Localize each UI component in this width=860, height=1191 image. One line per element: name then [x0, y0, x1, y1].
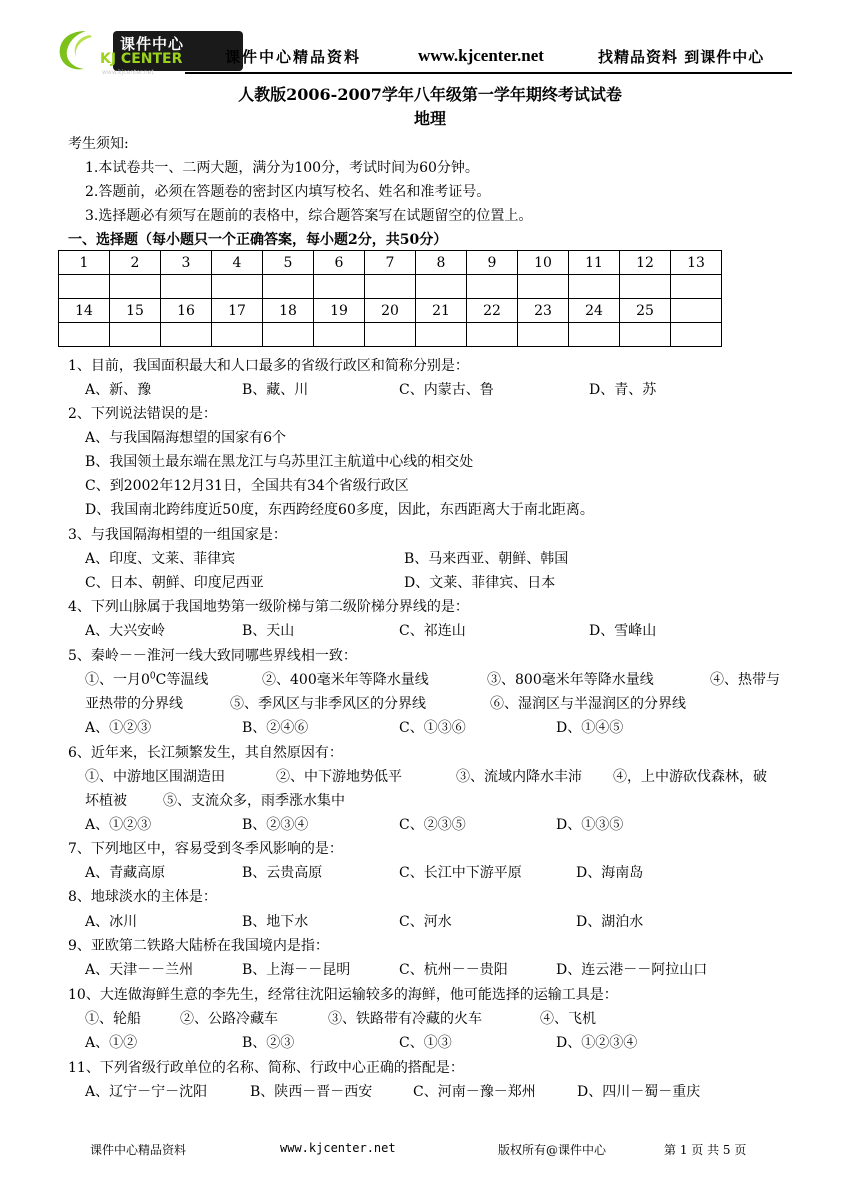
table-cell: 19	[314, 299, 365, 323]
statement: ③、铁路带有冷藏的火车	[328, 1011, 482, 1027]
logo	[56, 27, 188, 76]
option: A、青藏高原	[85, 865, 166, 881]
question-stem: 7、下列地区中，容易受到冬季风影响的是：	[68, 841, 343, 857]
option: A、①②③	[85, 817, 152, 833]
logo-brand: KJ CENTER	[100, 51, 183, 67]
option: A、印度、文莱、菲律宾	[85, 551, 236, 567]
table-cell: 10	[518, 251, 569, 275]
statement	[85, 669, 208, 689]
table-cell: 6	[314, 251, 365, 275]
table-cell	[671, 299, 722, 323]
statement: ⑤、支流众多，雨季涨水集中	[163, 793, 345, 809]
question-stem: 5、秦岭－－淮河一线大致同哪些界线相一致：	[68, 648, 357, 664]
table-cell: 24	[569, 299, 620, 323]
answer-cell[interactable]	[671, 323, 722, 347]
statement: ④、热带与	[710, 672, 780, 688]
option: C、到2002年12月31日，全国共有34个省级行政区	[85, 478, 409, 494]
option: C、杭州－－贵阳	[399, 962, 508, 978]
page-subtitle: 地理	[413, 109, 446, 128]
option: D、①③⑤	[556, 817, 624, 833]
header-left: 课件中心精品资料	[225, 48, 362, 66]
question-stem: 11、下列省级行政单位的名称、简称、行政中心正确的搭配是：	[68, 1060, 464, 1076]
table-cell: 17	[212, 299, 263, 323]
table-cell: 1	[59, 251, 110, 275]
logo-text: 课件中心	[120, 35, 185, 53]
table-row	[59, 323, 722, 347]
option: A、大兴安岭	[85, 623, 166, 639]
table-row	[59, 299, 722, 323]
footer-left: 课件中心精品资料	[90, 1143, 187, 1157]
option: C、日本、朝鲜、印度尼西亚	[85, 575, 264, 591]
option: C、祁连山	[399, 623, 466, 639]
option: B、陕西－晋－西安	[250, 1084, 373, 1100]
logo-url: www.kjcenter.net	[102, 69, 154, 76]
statement: ③、流域内降水丰沛	[456, 769, 582, 785]
table-cell: 20	[365, 299, 416, 323]
option: B、地下水	[242, 914, 309, 930]
answer-cell[interactable]	[110, 323, 161, 347]
option: C、①③	[399, 1035, 452, 1051]
table-cell: 11	[569, 251, 620, 275]
option: A、①②	[85, 1035, 138, 1051]
notice-item: 1.本试卷共一、二两大题，满分为100分，考试时间为60分钟。	[85, 160, 479, 176]
answer-cell[interactable]	[518, 275, 569, 299]
answer-cell[interactable]	[518, 323, 569, 347]
question-stem: 8、地球淡水的主体是：	[68, 889, 217, 905]
option: A、与我国隔海想望的国家有6个	[85, 430, 287, 446]
option: B、马来西亚、朝鲜、韩国	[404, 551, 569, 567]
option: D、青、苏	[589, 382, 657, 398]
option: D、四川－蜀－重庆	[577, 1084, 701, 1100]
table-cell: 18	[263, 299, 314, 323]
option: B、上海－－昆明	[242, 962, 351, 978]
answer-cell[interactable]	[263, 323, 314, 347]
answer-cell[interactable]	[59, 323, 110, 347]
table-cell: 16	[161, 299, 212, 323]
option: A、新、豫	[85, 382, 152, 398]
answer-table	[58, 250, 722, 347]
answer-cell[interactable]	[161, 275, 212, 299]
table-cell: 12	[620, 251, 671, 275]
statement: ①、中游地区围湖造田	[85, 769, 225, 785]
option: B、②③	[242, 1035, 295, 1051]
header-right: 找精品资料 到课件中心	[598, 48, 765, 66]
answer-cell[interactable]	[212, 323, 263, 347]
option: D、文莱、菲律宾、日本	[404, 575, 556, 591]
page-number: 第 1 页 共 5 页	[664, 1143, 747, 1157]
question-stem: 3、与我国隔海相望的一组国家是：	[68, 527, 287, 543]
option: A、①②③	[85, 720, 152, 736]
option: D、①②③④	[556, 1035, 638, 1051]
option: C、河南－豫－郑州	[413, 1084, 536, 1100]
statement: ②、公路冷藏车	[180, 1011, 278, 1027]
option: B、藏、川	[242, 382, 309, 398]
statement: 坏植被	[85, 793, 127, 809]
answer-cell[interactable]	[365, 323, 416, 347]
answer-cell[interactable]	[467, 275, 518, 299]
table-cell: 21	[416, 299, 467, 323]
option: D、我国南北跨纬度近50度，东西跨经度60多度，因此，东西距离大于南北距离。	[85, 502, 594, 518]
answer-cell[interactable]	[314, 323, 365, 347]
question-stem: 10、大连做海鲜生意的李先生，经常往沈阳运输较多的海鲜，他可能选择的运输工具是：	[68, 987, 618, 1003]
statement: ③、800毫米年等降水量线	[487, 672, 654, 688]
option: C、①③⑥	[399, 720, 466, 736]
option: D、①④⑤	[556, 720, 624, 736]
answer-cell[interactable]	[110, 275, 161, 299]
answer-cell[interactable]	[212, 275, 263, 299]
option: C、长江中下游平原	[399, 865, 522, 881]
statement: ④，上中游砍伐森林，破	[613, 769, 767, 785]
header-center: www.kjcenter.net	[418, 46, 544, 65]
option: D、连云港－－阿拉山口	[556, 962, 708, 978]
answer-cell[interactable]	[467, 323, 518, 347]
notice-item: 3.选择题必有须写在题前的表格中，综合题答案写在试题留空的位置上。	[85, 208, 533, 224]
option: B、②③④	[242, 817, 309, 833]
option: D、湖泊水	[576, 914, 644, 930]
footer-copyright: 版权所有@课件中心	[498, 1143, 607, 1157]
notice-heading: 考生须知:	[68, 136, 129, 152]
statement: ①、轮船	[85, 1011, 141, 1027]
option: A、天津－－兰州	[85, 962, 194, 978]
table-cell: 7	[365, 251, 416, 275]
option: C、内蒙古、鲁	[399, 382, 494, 398]
question-stem: 2、下列说法错误的是：	[68, 406, 217, 422]
statement: ④、飞机	[540, 1011, 596, 1027]
header-rule	[185, 72, 792, 74]
table-cell: 4	[212, 251, 263, 275]
option: B、天山	[242, 623, 295, 639]
table-cell: 23	[518, 299, 569, 323]
section-heading: 一、选择题（每小题只一个正确答案，每小题2分，共50分）	[68, 232, 448, 248]
statement-part: C等温线	[155, 672, 209, 688]
statement-part: ①、一月0	[85, 672, 150, 688]
table-cell: 2	[110, 251, 161, 275]
table-row	[59, 251, 722, 275]
option: C、②③⑤	[399, 817, 466, 833]
logo-swoosh-icon	[56, 27, 106, 73]
table-cell: 22	[467, 299, 518, 323]
degree-sup: 0	[149, 671, 156, 682]
table-cell: 14	[59, 299, 110, 323]
option: A、辽宁－宁－沈阳	[85, 1084, 208, 1100]
answer-cell[interactable]	[365, 275, 416, 299]
question-stem: 1、目前，我国面积最大和人口最多的省级行政区和简称分别是：	[68, 358, 469, 374]
table-cell: 8	[416, 251, 467, 275]
footer-url: www.kjcenter.net	[280, 1141, 396, 1155]
answer-cell[interactable]	[416, 323, 467, 347]
answer-cell[interactable]	[314, 275, 365, 299]
table-cell: 5	[263, 251, 314, 275]
question-stem: 9、亚欧第二铁路大陆桥在我国境内是指：	[68, 938, 329, 954]
option: B、我国领土最东端在黑龙江与乌苏里江主航道中心线的相交处	[85, 454, 474, 470]
answer-cell[interactable]	[671, 275, 722, 299]
answer-cell[interactable]	[569, 323, 620, 347]
question-stem: 4、下列山脉属于我国地势第一级阶梯与第二级阶梯分界线的是：	[68, 599, 469, 615]
option: B、云贵高原	[242, 865, 323, 881]
table-cell: 15	[110, 299, 161, 323]
table-cell: 13	[671, 251, 722, 275]
statement: ⑤、季风区与非季风区的分界线	[230, 696, 426, 712]
statement: ②、中下游地势低平	[276, 769, 402, 785]
answer-cell[interactable]	[59, 275, 110, 299]
option: D、海南岛	[576, 865, 644, 881]
statement: 亚热带的分界线	[85, 696, 183, 712]
notice-item: 2.答题前，必须在答题卷的密封区内填写校名、姓名和准考证号。	[85, 184, 491, 200]
answer-cell[interactable]	[263, 275, 314, 299]
answer-cell[interactable]	[416, 275, 467, 299]
statement: ②、400毫米年等降水量线	[262, 672, 429, 688]
table-cell: 25	[620, 299, 671, 323]
option: D、雪峰山	[589, 623, 657, 639]
table-cell: 9	[467, 251, 518, 275]
table-row	[59, 275, 722, 299]
answer-cell[interactable]	[569, 275, 620, 299]
answer-cell[interactable]	[620, 323, 671, 347]
table-cell: 3	[161, 251, 212, 275]
option: A、冰川	[85, 914, 138, 930]
page-title: 人教版2006-2007学年八年级第一学年期终考试试卷	[238, 85, 622, 104]
answer-cell[interactable]	[620, 275, 671, 299]
question-stem: 6、近年来，长江频繁发生，其自然原因有：	[68, 745, 343, 761]
option: B、②④⑥	[242, 720, 309, 736]
option: C、河水	[399, 914, 452, 930]
answer-cell[interactable]	[161, 323, 212, 347]
statement: ⑥、湿润区与半湿润区的分界线	[490, 696, 686, 712]
